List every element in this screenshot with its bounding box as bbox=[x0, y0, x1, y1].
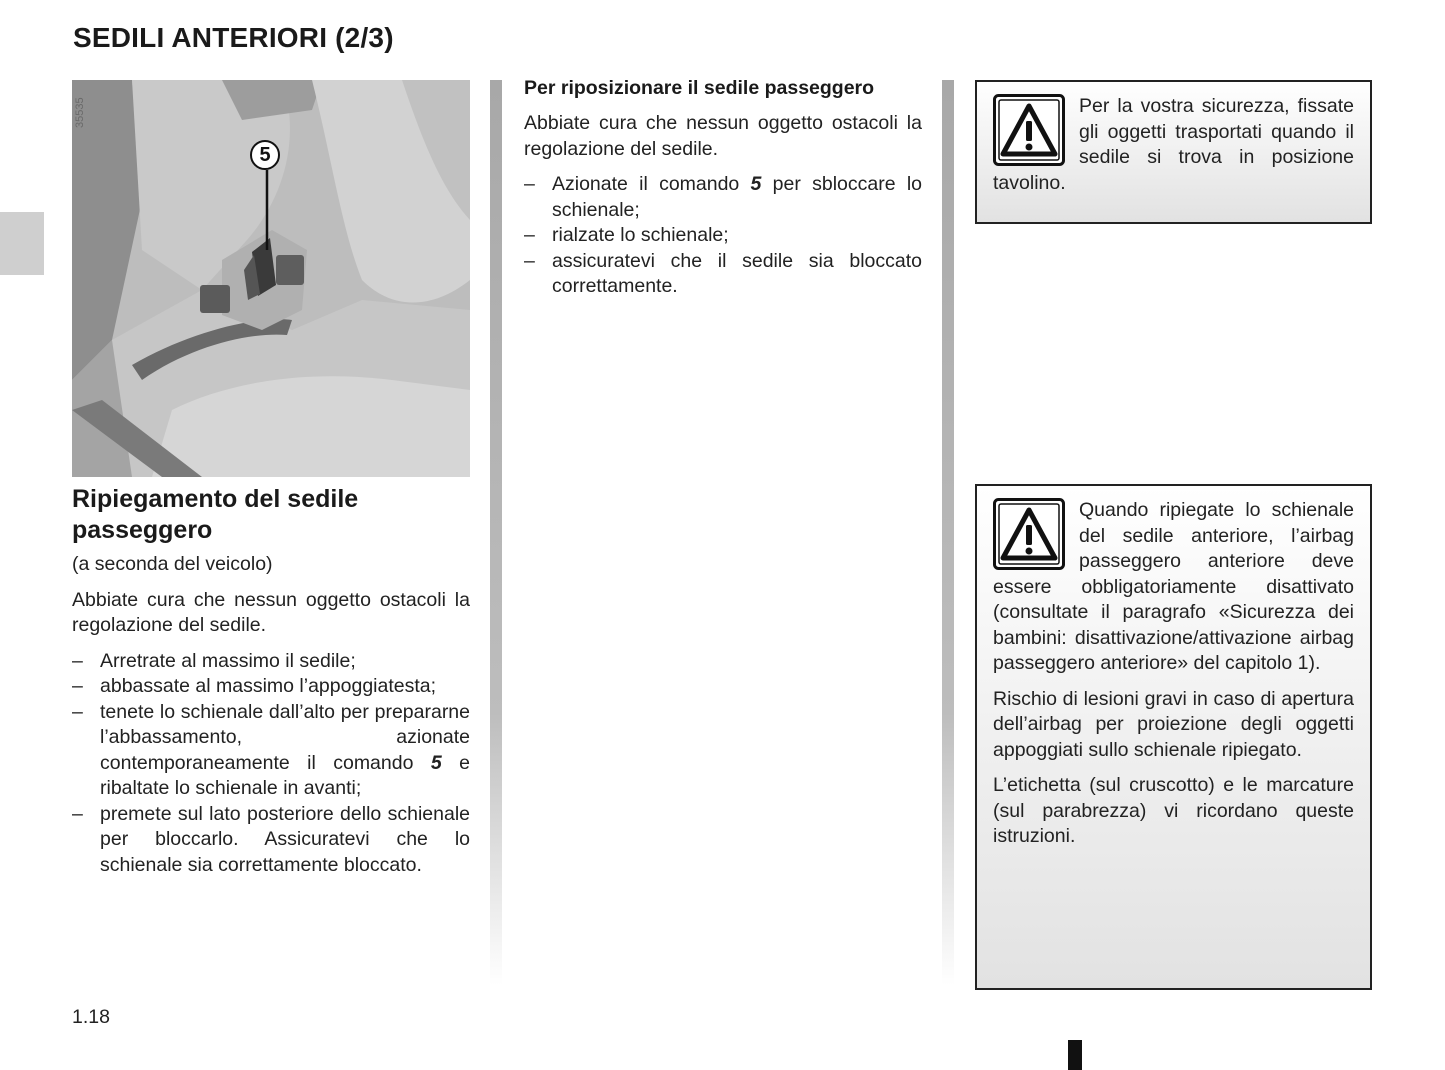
chapter-tab-marker bbox=[0, 212, 44, 275]
left-text-column bbox=[72, 484, 470, 878]
warning-triangle-icon bbox=[993, 498, 1065, 570]
list-item: – Arretrate al massimo il sedile; bbox=[72, 649, 356, 672]
warning-text: L’etichetta (sul cruscotto) e le marcature (sul parabrezza) vi ricordano queste istruzioni. bbox=[993, 774, 1354, 847]
page-edge-mark bbox=[1068, 1040, 1082, 1070]
control-reference: 5 bbox=[750, 173, 762, 195]
list-item: – premete sul lato posteriore dello schienale per bloccarlo. Assicuratevi che lo schienale sia correttamente bloccato. bbox=[72, 802, 470, 876]
warning-text: Per la vostra sicurezza, fissate gli oggetti trasportati quando il sedile si trova in posizione tavolino. bbox=[993, 95, 1354, 194]
callout-number-5: 5 bbox=[250, 140, 280, 170]
list-item: – abbassate al massimo l’appoggiatesta; bbox=[72, 675, 437, 697]
intro-paragraph: Abbiate cura che nessun oggetto ostacoli la regolazione del sedile. bbox=[524, 112, 922, 160]
warning-text: Quando ripiegate lo schienale del sedile anteriore, l’airbag passeggero anteriore deve essere obbligatoriamente disattivato (consultate il paragrafo «Sicurezza dei bambini: disattivazione/attivazione airbag passeggero anteriore» del capitolo 1). bbox=[993, 499, 1354, 674]
page-title: SEDILI ANTERIORI (2/3) bbox=[73, 22, 394, 53]
section-heading-folding: Ripiegamento del sedile passeggero bbox=[72, 485, 359, 544]
column-divider-left bbox=[490, 80, 502, 985]
warning-text: Rischio di lesioni gravi in caso di apertura dell’airbag per proiezione degli oggetti appoggiati sullo schienale ripiegato. bbox=[993, 687, 1354, 761]
list-item: – tenete lo schienale dall’alto per prepararne l’abbassamento, azionate contemporaneamente il comando 5 e ribaltate lo schienale in avanti; bbox=[72, 700, 471, 799]
list-item: – rialzate lo schienale; bbox=[524, 224, 729, 246]
seat-illustration bbox=[72, 80, 470, 477]
vehicle-note: (a seconda del veicolo) bbox=[72, 553, 273, 575]
intro-paragraph: Abbiate cura che nessun oggetto ostacoli la regolazione del sedile. bbox=[72, 588, 470, 636]
middle-text-column bbox=[524, 76, 922, 300]
folding-steps-list bbox=[72, 649, 470, 879]
section-heading-repositioning: Per riposizionare il sedile passeggero bbox=[524, 77, 875, 99]
repositioning-steps-list bbox=[524, 172, 922, 300]
warning-box-airbag bbox=[975, 484, 1372, 990]
list-item: – Azionate il comando 5 per sbloccare lo schienale; bbox=[524, 173, 922, 221]
warning-triangle-icon bbox=[993, 94, 1065, 166]
column-divider-right bbox=[942, 80, 954, 985]
warning-box-safety bbox=[975, 80, 1372, 224]
seat-lever-figure bbox=[72, 80, 470, 477]
control-reference: 5 bbox=[430, 751, 442, 774]
page-number: 1.18 bbox=[72, 1006, 110, 1028]
list-item: – assicuratevi che il sedile sia bloccato correttamente. bbox=[524, 249, 922, 297]
figure-reference-code: 35535 bbox=[74, 97, 86, 128]
callout-leader-line bbox=[264, 170, 270, 250]
